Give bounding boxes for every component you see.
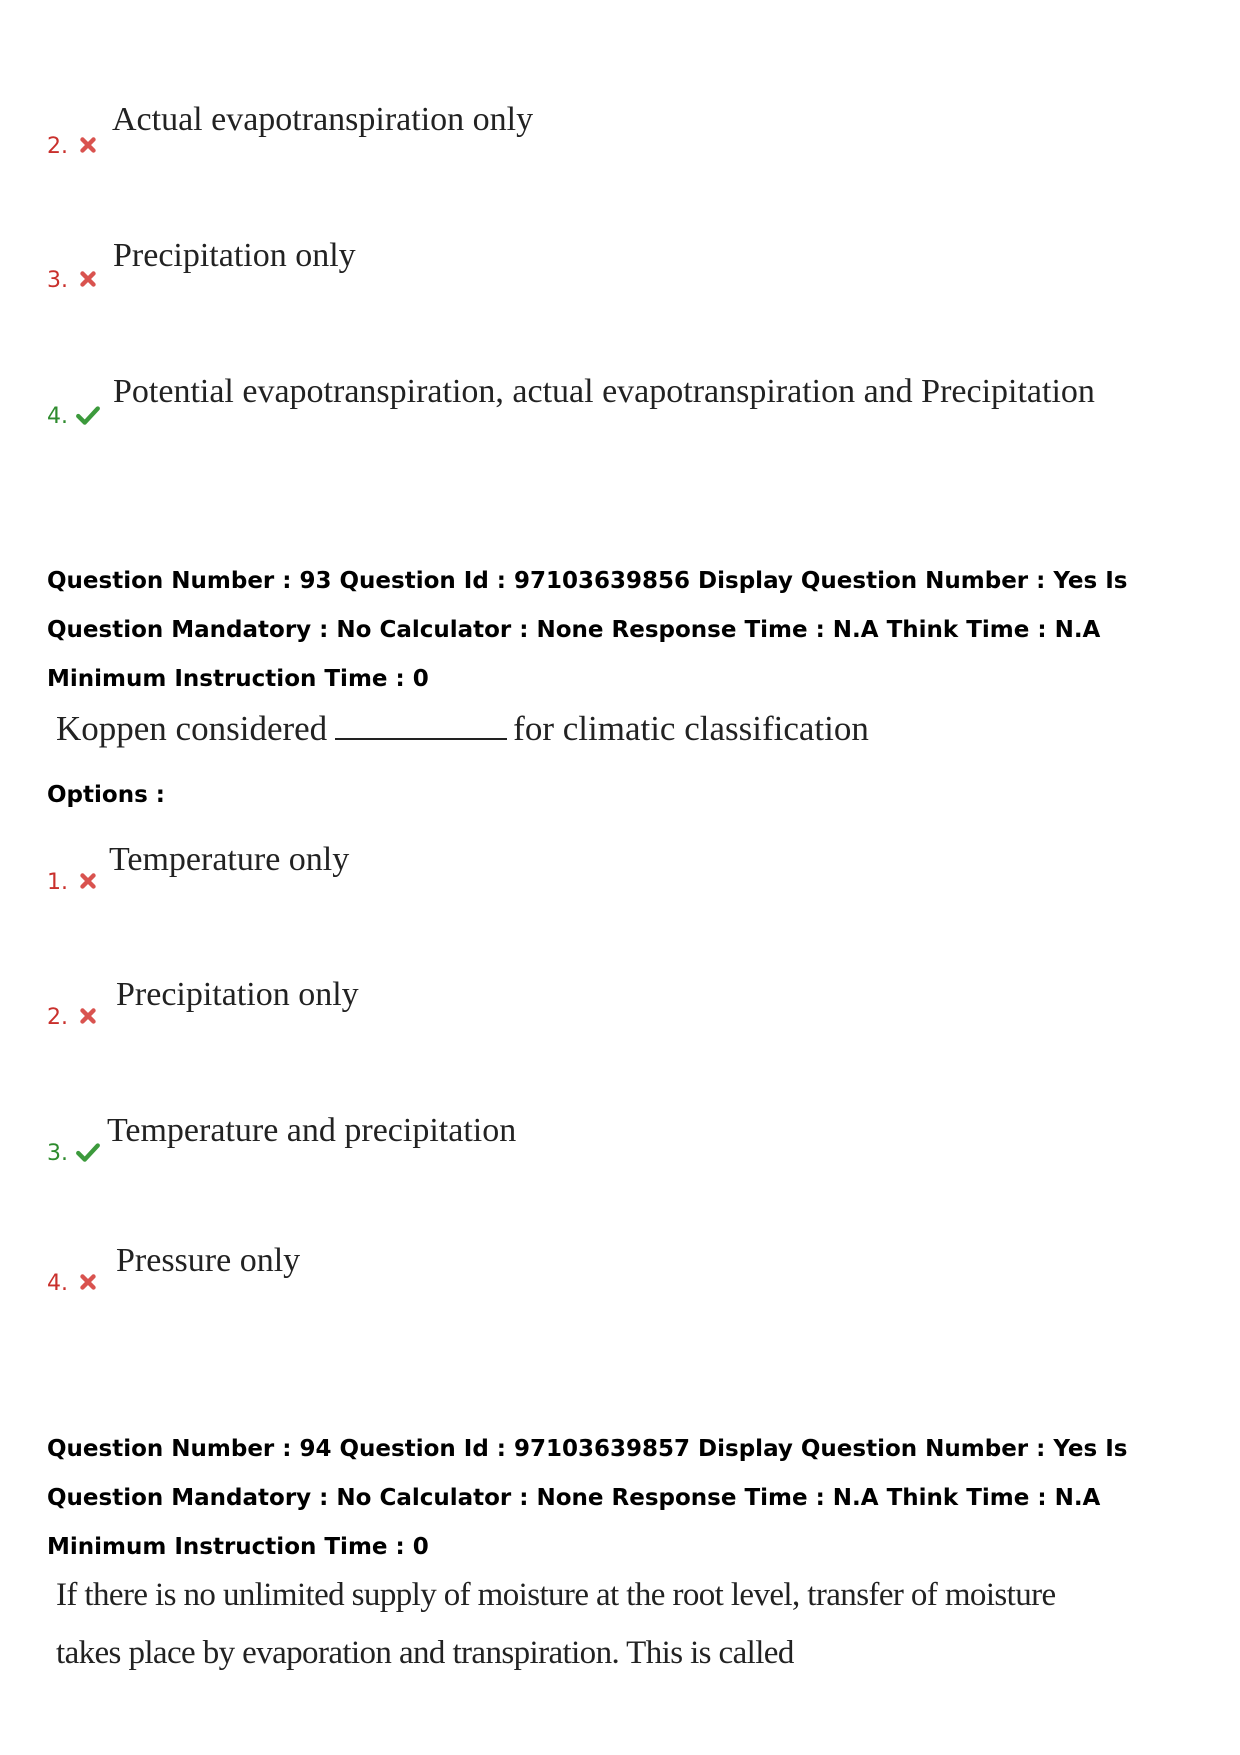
cross-icon	[77, 134, 99, 156]
check-icon	[75, 1141, 101, 1163]
option-number: 2.	[47, 134, 68, 159]
option-number: 3.	[47, 268, 68, 293]
question-meta: Question Number : 93 Question Id : 97103639856 Display Question Number : Yes Is Question Mandatory : No Calculator : None Response Time : N.A Think Time : N.A Minimum Instruction Time : 0	[47, 568, 1128, 692]
option-text: Temperature only	[109, 841, 350, 878]
question-meta: Question Number : 94 Question Id : 97103639857 Display Question Number : Yes Is Question Mandatory : No Calculator : None Response Time : N.A Think Time : N.A Minimum Instruction Time : 0	[47, 1436, 1128, 1560]
option-text: Actual evapotranspiration only	[112, 101, 534, 138]
cross-icon	[77, 1005, 99, 1027]
question-text	[56, 708, 869, 749]
option-text: Temperature and precipitation	[107, 1112, 517, 1149]
check-icon	[75, 404, 101, 426]
options-label: Options :	[47, 782, 165, 808]
option-number: 4.	[47, 1271, 68, 1296]
option-text: Pressure only	[116, 1242, 301, 1279]
option-number: 4.	[47, 404, 68, 429]
cross-icon	[77, 268, 99, 290]
option-text: Potential evapotranspiration, actual evapotranspiration and Precipitation	[113, 373, 1095, 410]
fill-in-blank	[335, 708, 507, 740]
question-text-after-blank: for climatic classification	[513, 709, 869, 748]
option-text: Precipitation only	[116, 976, 359, 1013]
option-number: 1.	[47, 870, 68, 895]
cross-icon	[77, 870, 99, 892]
option-number: 2.	[47, 1005, 68, 1030]
question-text-before-blank: Koppen considered	[56, 709, 328, 748]
question-text-line: If there is no unlimited supply of moisture at the root level, transfer of moisture	[56, 1577, 1056, 1613]
option-number: 3.	[47, 1141, 68, 1166]
cross-icon	[77, 1271, 99, 1293]
option-text: Precipitation only	[113, 237, 356, 274]
question-text-line: takes place by evaporation and transpiration. This is called	[56, 1635, 794, 1671]
